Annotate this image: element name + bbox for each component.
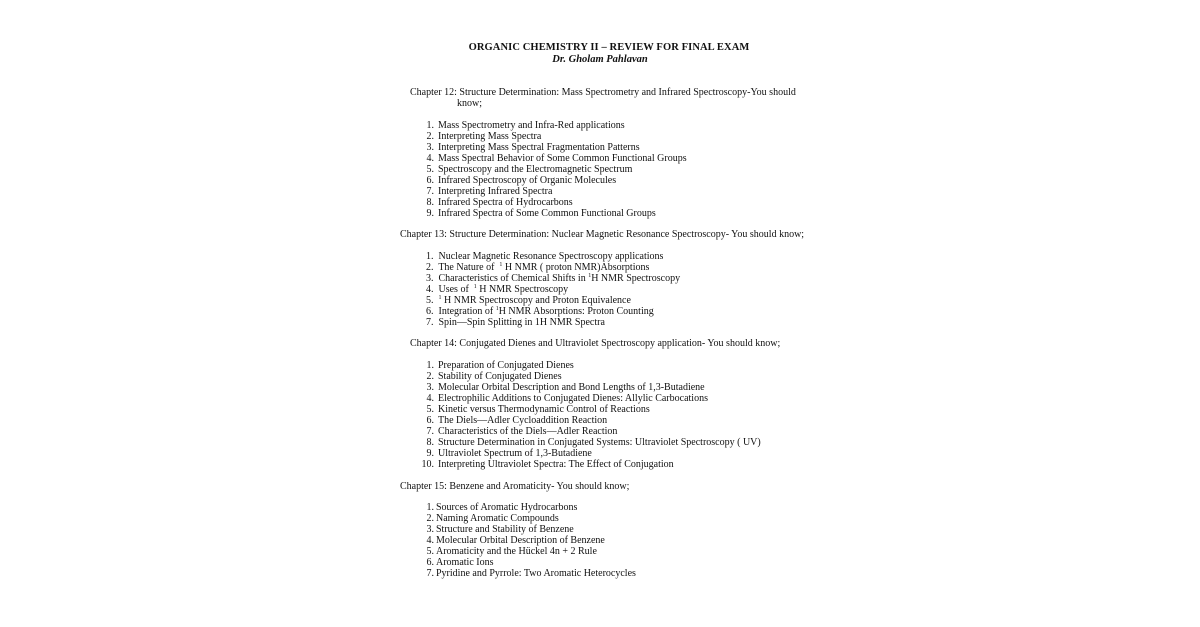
list-item-text: Sources of Aromatic Hydrocarbons	[436, 502, 578, 513]
list-item-text: Aromatic Ions	[436, 557, 494, 568]
list-item-number: 9.	[426, 208, 434, 219]
list-item-number: 3.	[426, 524, 434, 535]
chapter-15-heading: Chapter 15: Benzene and Aromaticity- You should know;	[400, 481, 630, 492]
list-item-text: Characteristics of the Diels—Adler Reaction	[438, 426, 618, 437]
list-item-number: 8.	[426, 197, 434, 208]
list-item-number: 3.	[426, 382, 434, 393]
list-item-number: 8.	[426, 437, 434, 448]
document-author: Dr. Gholam Pahlavan	[552, 54, 648, 65]
list-item-text: Infrared Spectra of Hydrocarbons	[438, 197, 573, 208]
list-item-number: 4.	[426, 393, 434, 404]
list-item-number: 6.	[426, 415, 434, 426]
list-item-number: 1.	[426, 360, 434, 371]
list-item-number: 1.	[426, 120, 434, 131]
list-item-number: 2.	[426, 131, 434, 142]
list-item-text: Preparation of Conjugated Dienes	[438, 360, 574, 371]
list-item-text: Interpreting Infrared Spectra	[438, 186, 553, 197]
list-item-text: Mass Spectral Behavior of Some Common Functional Groups	[438, 153, 687, 164]
list-item-number: 5.	[426, 546, 434, 557]
list-item-text: Ultraviolet Spectrum of 1,3-Butadiene	[438, 448, 592, 459]
list-item: 2. The Nature of $^1$ H NMR ( proton NMR)Absorptions	[426, 262, 650, 273]
list-item-text: Infrared Spectra of Some Common Functional Groups	[438, 208, 656, 219]
list-item-number: 7.	[426, 568, 434, 579]
list-item-number: 6.	[426, 557, 434, 568]
list-item-text: Structure Determination in Conjugated Systems: Ultraviolet Spectroscopy ( UV)	[438, 437, 761, 448]
document-title: ORGANIC CHEMISTRY II – REVIEW FOR FINAL EXAM	[468, 42, 750, 53]
list-item-number: 7.	[426, 426, 434, 437]
list-item-text: Stability of Conjugated Dienes	[438, 371, 562, 382]
list-item-number: 2.	[426, 371, 434, 382]
list-item-number: 6.	[426, 175, 434, 186]
list-item-text: Interpreting Mass Spectra	[438, 131, 542, 142]
list-item-number: 4.	[426, 153, 434, 164]
chapter-14-heading: Chapter 14: Conjugated Dienes and Ultraviolet Spectroscopy application- You should know;	[410, 338, 781, 349]
chapter-12-heading: Chapter 12: Structure Determination: Mass Spectrometry and Infrared Spectroscopy-You should	[410, 87, 796, 98]
list-item-text: Pyridine and Pyrrole: Two Aromatic Heterocycles	[436, 568, 636, 579]
list-item-text: Spectroscopy and the Electromagnetic Spectrum	[438, 164, 633, 175]
list-item-number: 10.	[421, 459, 434, 470]
list-item-number: 5.	[426, 404, 434, 415]
list-item-text: Mass Spectrometry and Infra-Red applications	[438, 120, 625, 131]
list-item-text: Infrared Spectroscopy of Organic Molecules	[438, 175, 617, 186]
list-item: 6. Integration of $^1$H NMR Absorptions: Proton Counting	[426, 306, 654, 317]
list-item-text: Kinetic versus Thermodynamic Control of Reactions	[438, 404, 650, 415]
list-item-number: 1.	[426, 502, 434, 513]
list-item-number: 2.	[426, 513, 434, 524]
list-item: 3. Characteristics of Chemical Shifts in $^1$H NMR Spectroscopy	[426, 273, 681, 284]
list-item-number: 9.	[426, 448, 434, 459]
list-item-number: 3.	[426, 142, 434, 153]
chapter-13-heading: Chapter 13: Structure Determination: Nuclear Magnetic Resonance Spectroscopy- You should know;	[400, 229, 805, 240]
list-item: 7. Spin—Spin Splitting in 1H NMR Spectra	[426, 317, 605, 328]
chapter-12-heading-continued: know;	[457, 98, 482, 109]
list-item-text: Aromaticity and the Hückel 4n + 2 Rule	[436, 546, 597, 557]
list-item-text: Electrophilic Additions to Conjugated Dienes: Allylic Carbocations	[438, 393, 708, 404]
list-item-text: Naming Aromatic Compounds	[436, 513, 559, 524]
list-item: 4. Uses of $^1$ H NMR Spectroscopy	[426, 284, 569, 295]
list-item-number: 7.	[426, 186, 434, 197]
list-item-number: 5.	[426, 164, 434, 175]
list-item-text: Molecular Orbital Description of Benzene	[436, 535, 605, 546]
list-item: 5. $^1$ H NMR Spectroscopy and Proton Equivalence	[426, 295, 631, 306]
list-item-text: Interpreting Mass Spectral Fragmentation Patterns	[438, 142, 640, 153]
list-item-text: The Diels—Adler Cycloaddition Reaction	[438, 415, 608, 426]
list-item-text: Molecular Orbital Description and Bond Lengths of 1,3-Butadiene	[438, 382, 705, 393]
list-item: 1. Nuclear Magnetic Resonance Spectroscopy applications	[426, 251, 664, 262]
list-item-text: Interpreting Ultraviolet Spectra: The Effect of Conjugation	[438, 459, 674, 470]
list-item-number: 4.	[426, 535, 434, 546]
list-item-text: Structure and Stability of Benzene	[436, 524, 574, 535]
